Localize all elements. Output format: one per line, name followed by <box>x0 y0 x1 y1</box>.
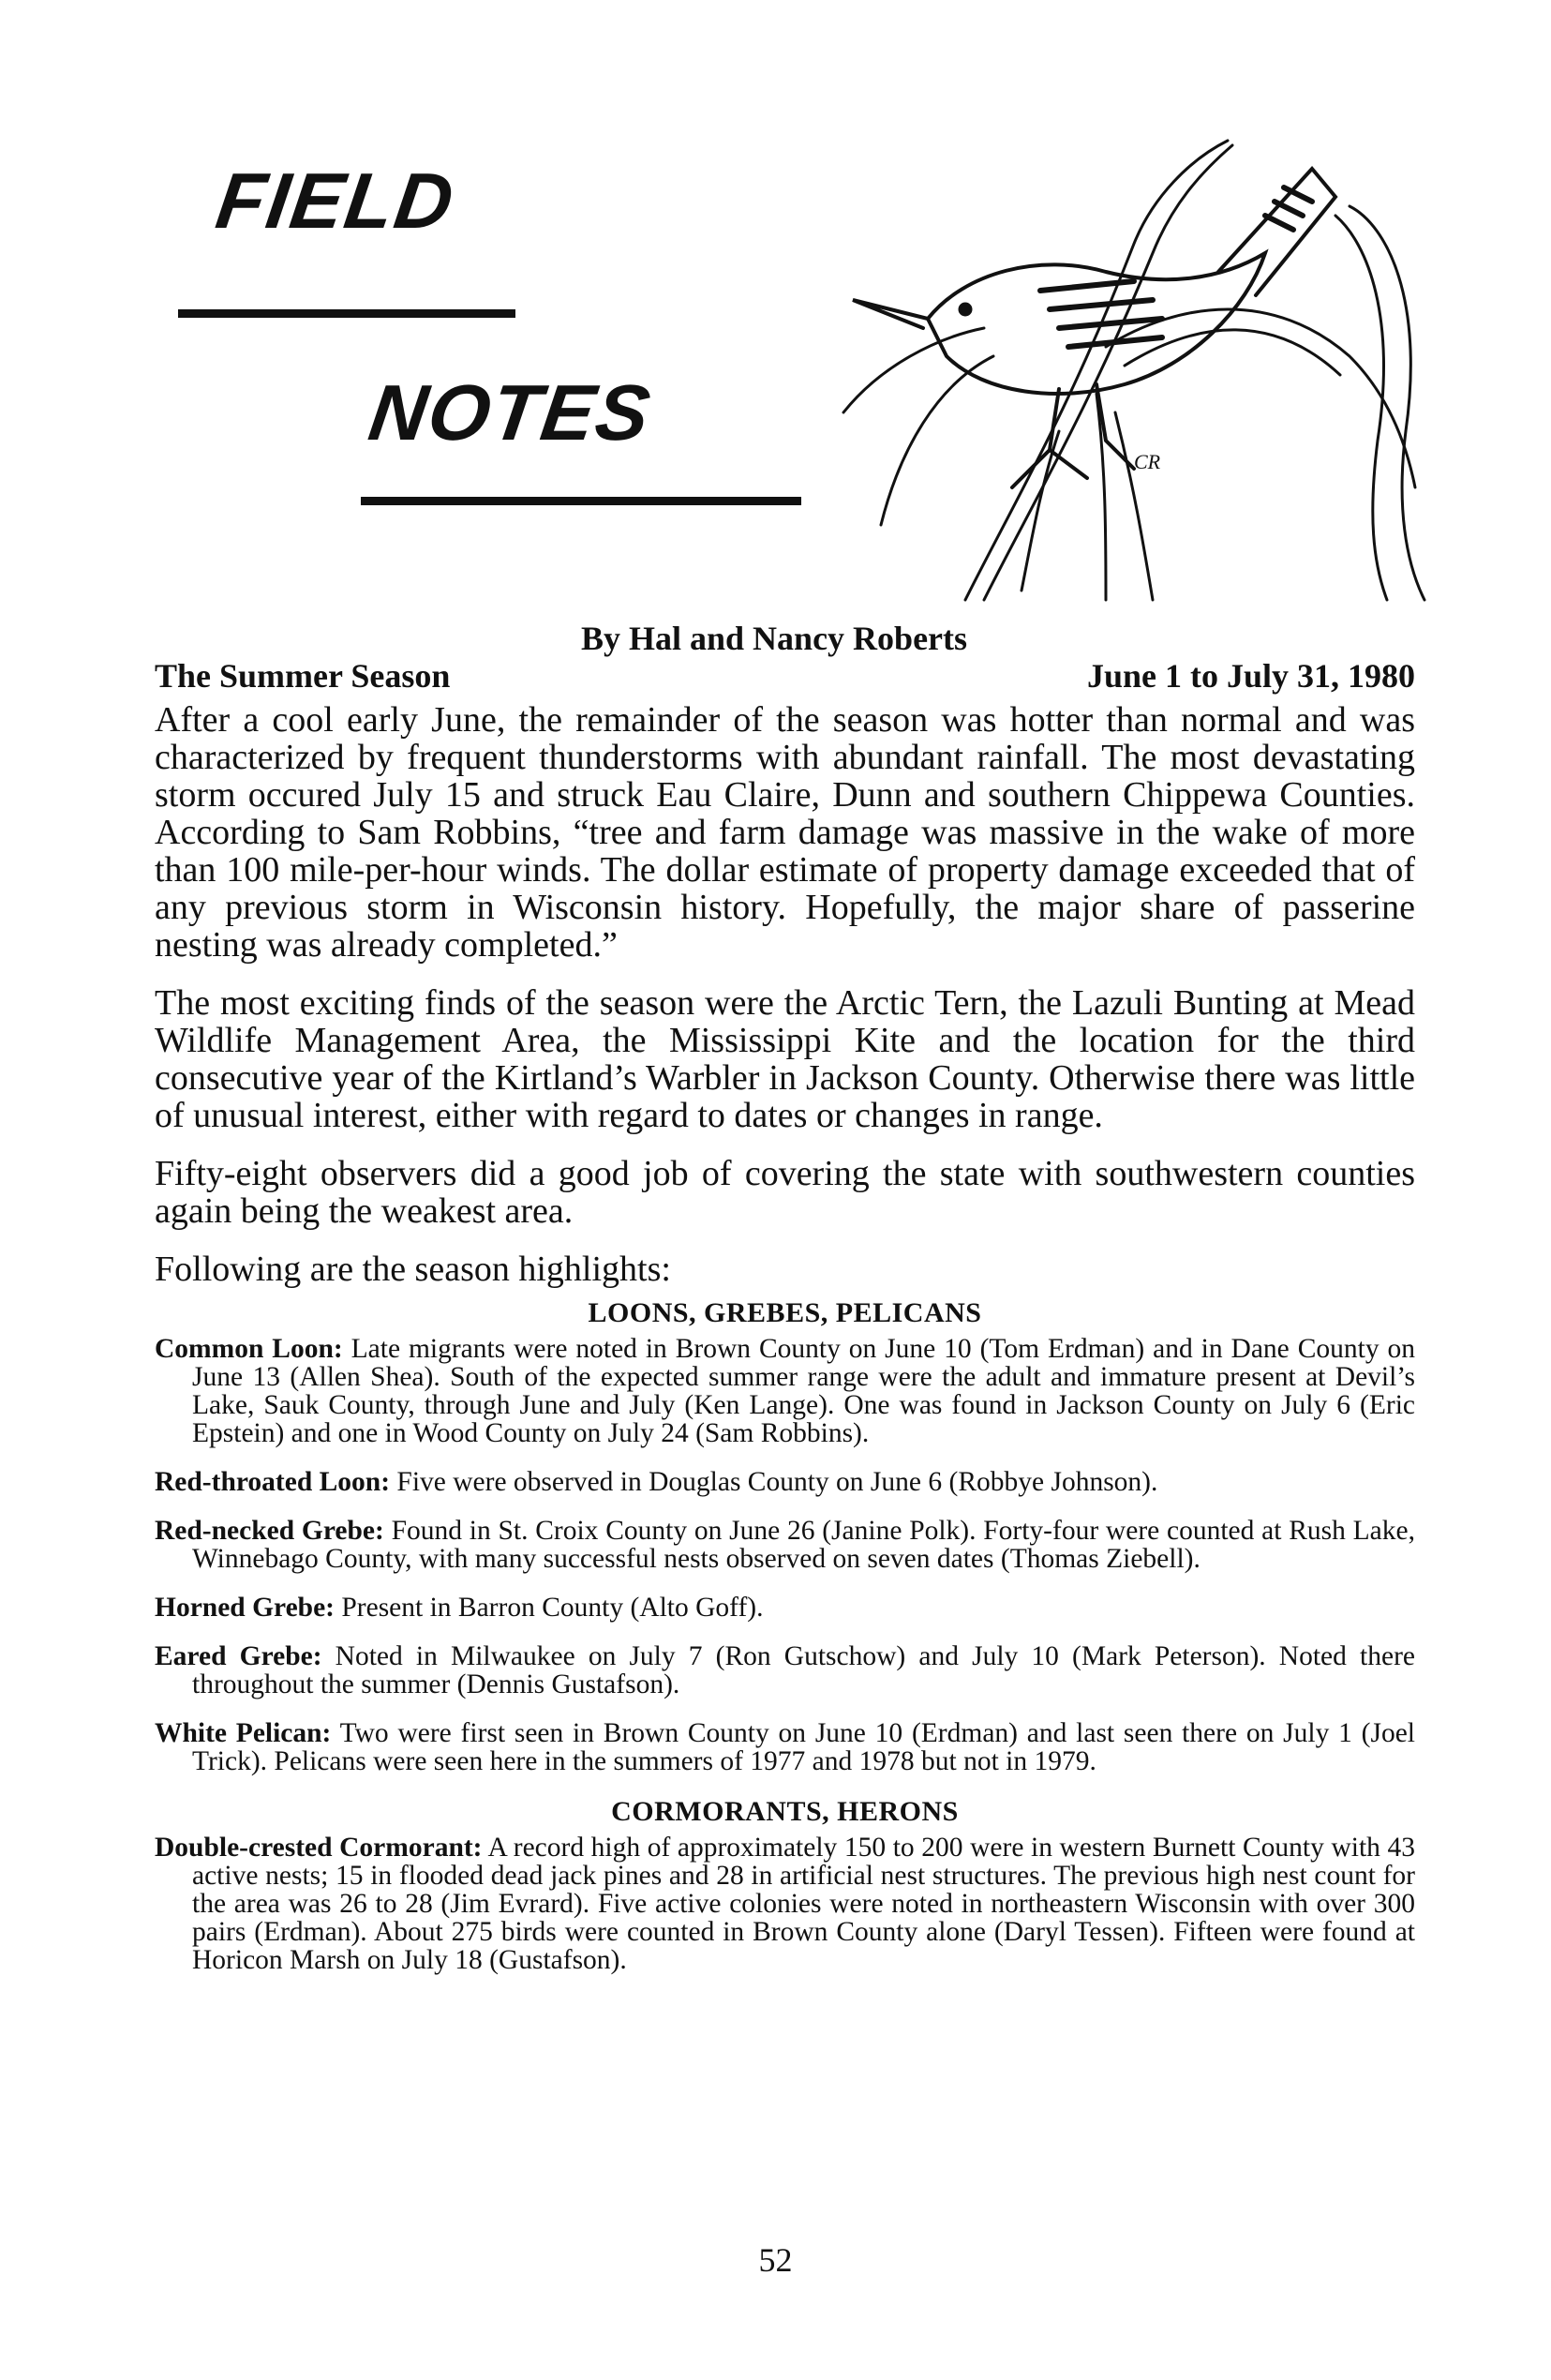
intro-paragraph: Fifty-eight observers did a good job of covering the state with southwestern counties again being the weakest area. <box>155 1154 1415 1231</box>
species-name: Common Loon: <box>155 1334 343 1364</box>
season-header <box>155 656 1415 696</box>
species-name: White Pelican: <box>155 1718 332 1748</box>
intro-paragraph: The most exciting finds of the season were the Arctic Tern, the Lazuli Bunting at Mead Wildlife Management Area, the Mississippi Kite and the location for the third consecutive year of the Kirtland’s Warbler in Jackson County. Otherwise there was little of unusual interest, either with regard to dates or changes in range. <box>155 983 1415 1135</box>
species-text: Found in St. Croix County on June 26 (Janine Polk). Forty-four were counted at Rush Lake, Winnebago County, with many successful nests observed on seven dates (Thomas Ziebell). <box>192 1516 1415 1574</box>
species-entry <box>155 1719 1415 1775</box>
species-name: Red-necked Grebe: <box>155 1516 384 1546</box>
species-name: Horned Grebe: <box>155 1593 335 1623</box>
bird-eye <box>960 304 971 315</box>
reed-stem <box>965 141 1228 600</box>
species-name: Eared Grebe: <box>155 1641 322 1671</box>
season-name: The Summer Season <box>155 657 451 695</box>
species-text: Two were first seen in Brown County on June 10 (Erdman) and last seen there on July 1 (Joel Trick). Pelicans were seen here in the summers of 1977 and 1978 but not in 1979. <box>192 1718 1415 1776</box>
reed-leaf <box>1335 216 1387 600</box>
reed-stalk <box>1115 412 1153 600</box>
species-name: Red-throated Loon: <box>155 1467 391 1497</box>
intro-paragraph: After a cool early June, the remainder of the season was hotter than normal and was characterized by frequent thunderstorms with abundant rainfall. The most devastating storm occured July 15 and struck Eau Claire, Dunn and southern Chippewa Counties. According to Sam Robbins, “tree and farm damage was massive in the wake of more than 100 mile-per-hour winds. The dollar estimate of property damage exceeded that of any previous storm in Wisconsin history. Hopefully, the major share of passerine nesting was already completed.” <box>155 700 1415 965</box>
species-text: Five were observed in Douglas County on June 6 (Robbye Johnson). <box>390 1467 1158 1497</box>
wren-illustration <box>825 131 1462 619</box>
species-entry <box>155 1594 1415 1622</box>
section-heading: LOONS, GREBES, PELICANS <box>588 1297 982 1328</box>
bird-tail <box>1218 169 1335 295</box>
species-entry <box>155 1834 1415 1974</box>
season-dates: June 1 to July 31, 1980 <box>1086 657 1415 695</box>
reed-leaf-left <box>881 356 993 525</box>
title-underline-2 <box>361 497 801 505</box>
page-number: 52 <box>758 2241 793 2279</box>
reed-leaf <box>1350 206 1424 600</box>
byline: By Hal and Nancy Roberts <box>581 620 968 657</box>
species-name: Double-crested Cormorant: <box>155 1833 483 1863</box>
species-entry <box>155 1517 1415 1573</box>
intro-paragraph: Following are the season highlights: <box>155 1250 671 1289</box>
species-entry <box>155 1468 1415 1496</box>
species-text: Late migrants were noted in Brown County on June 10 (Tom Erdman) and in Dane County on June 13 (Allen Shea). South of the expected summer range were the adult and immature present at Devil’s Lake, Sauk County, through June and July (Ken Lange). One was found in Jackson County on July 6 (Eric Epstein) and one in Wood County on July 24 (Sam Robbins). <box>192 1334 1416 1448</box>
title-underline-1 <box>178 309 515 318</box>
title-notes: NOTES <box>364 368 657 457</box>
artist-signature: CR <box>1134 450 1161 473</box>
species-text: A record high of approximately 150 to 200 were in western Burnett County with 43 active nests; 15 in flooded dead jack pines and 28 in artificial nest structures. The previous high nest count for the area was 26 to 28 (Jim Evrard). Five active colonies were noted in northeastern Wisconsin with over 300 pairs (Erdman). About 275 birds were counted in Brown County alone (Daryl Tessen). Fifteen were found at Horicon Marsh on July 18 (Gustafson). <box>192 1833 1415 1975</box>
species-entry <box>155 1335 1415 1447</box>
bird-beak <box>853 300 928 328</box>
species-text: Present in Barron County (Alto Goff). <box>335 1593 764 1623</box>
species-entry <box>155 1642 1415 1699</box>
section-heading: CORMORANTS, HERONS <box>611 1796 959 1827</box>
article-body <box>155 701 1415 1995</box>
reed-stem <box>984 145 1232 600</box>
species-text: Noted in Milwaukee on July 7 (Ron Gutschow) and July 10 (Mark Peterson). Noted there throughout the summer (Dennis Gustafson). <box>192 1641 1415 1699</box>
title-field: FIELD <box>211 157 461 245</box>
